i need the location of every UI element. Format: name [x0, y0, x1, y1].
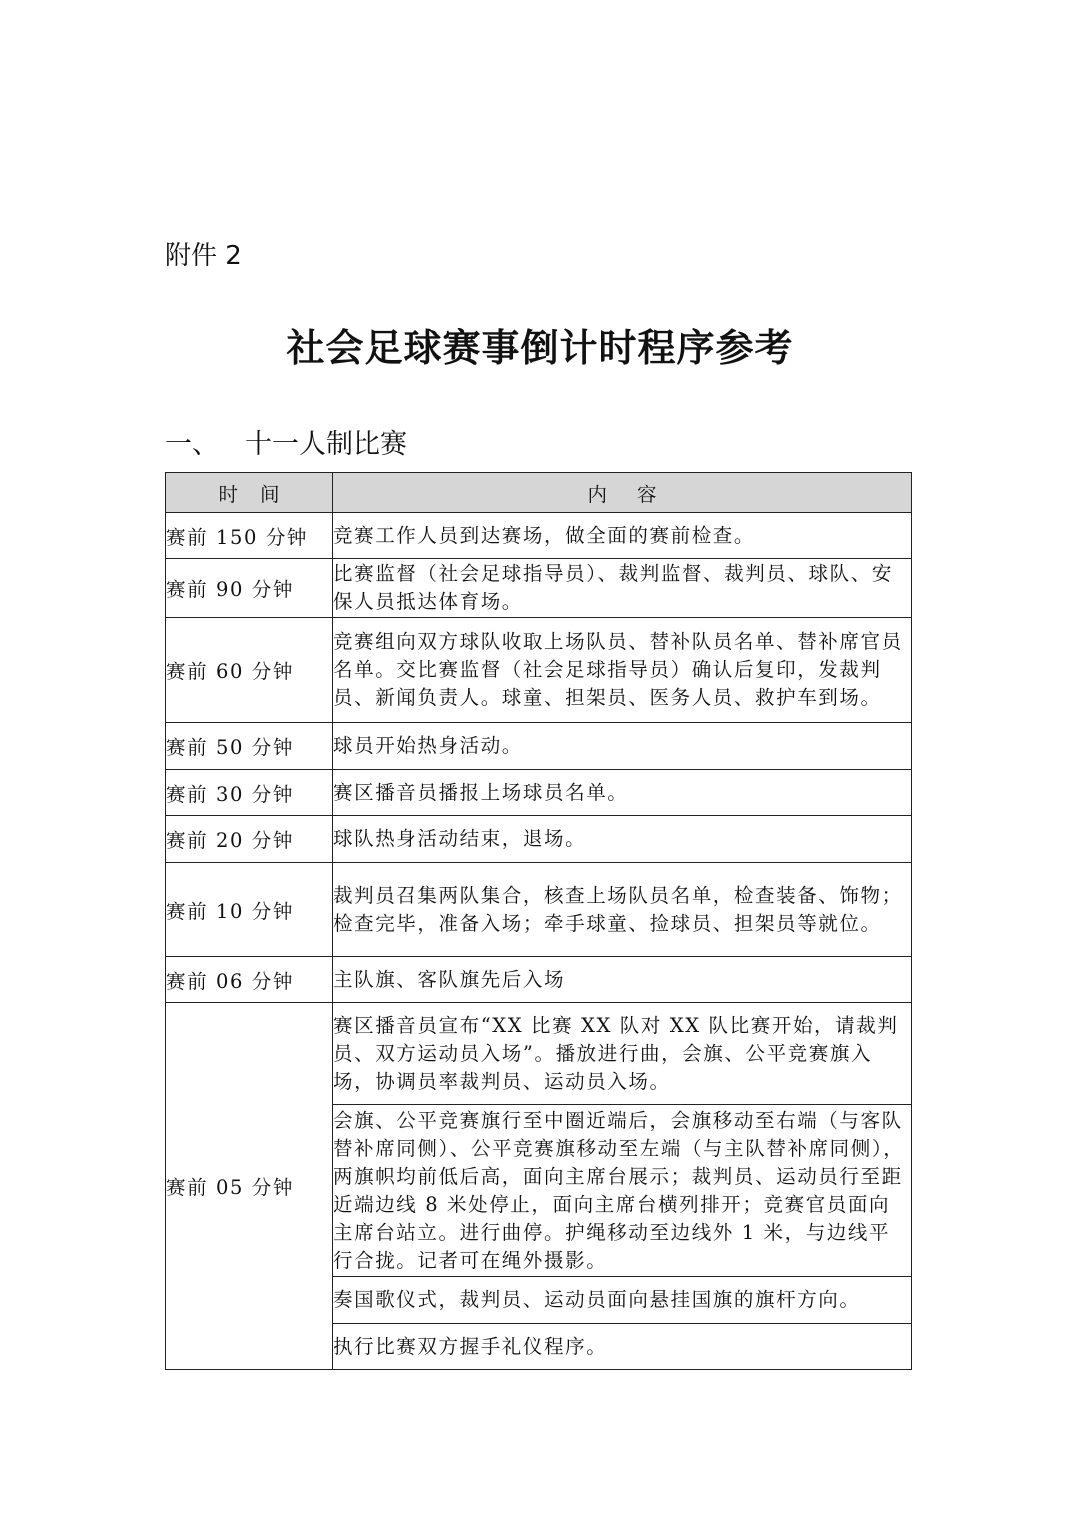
content-cell: 竞赛组向双方球队收取上场队员、替补队员名单、替补席官员名单。交比赛监督（社会足球指导员）确认后复印，发裁判员、新闻负责人。球童、担架员、医务人员、救护车到场。 — [333, 618, 912, 723]
time-cell: 赛前 05 分钟 — [166, 1003, 333, 1370]
header-time: 时间 — [166, 473, 333, 513]
content-cell: 赛区播音员播报上场球员名单。 — [333, 770, 912, 816]
time-cell: 赛前 90 分钟 — [166, 559, 333, 618]
table-row — [166, 816, 912, 863]
section-number: 一、 — [165, 429, 219, 460]
header-content: 内容 — [333, 473, 912, 513]
table-row — [166, 770, 912, 816]
table-row — [166, 957, 912, 1003]
content-cell: 竞赛工作人员到达赛场，做全面的赛前检查。 — [333, 513, 912, 559]
time-cell: 赛前 10 分钟 — [166, 863, 333, 957]
content-cell: 裁判员召集两队集合，核查上场队员名单，检查装备、饰物；检查完毕，准备入场；牵手球童、捡球员、担架员等就位。 — [333, 863, 912, 957]
content-cell: 比赛监督（社会足球指导员）、裁判监督、裁判员、球队、安保人员抵达体育场。 — [333, 559, 912, 618]
content-cell: 会旗、公平竞赛旗行至中圈近端后，会旗移动至右端（与客队替补席同侧）、公平竞赛旗移动至左端（与主队替补席同侧），两旗帜均前低后高，面向主席台展示；裁判员、运动员行至距近端边线 8 米处停止，面向主席台横列排开；竞赛官员面向主席台站立。进行曲停。护绳移动至边线外 1 米，与边线平行合拢。记者可在绳外摄影。 — [333, 1105, 912, 1277]
section-heading — [165, 423, 407, 467]
time-cell: 赛前 20 分钟 — [166, 816, 333, 863]
content-cell: 主队旗、客队旗先后入场 — [333, 957, 912, 1003]
time-cell: 赛前 150 分钟 — [166, 513, 333, 559]
time-cell: 赛前 60 分钟 — [166, 618, 333, 723]
content-cell: 奏国歌仪式，裁判员、运动员面向悬挂国旗的旗杆方向。 — [333, 1277, 912, 1324]
table-row — [166, 618, 912, 723]
table-row — [166, 559, 912, 618]
table-row — [166, 513, 912, 559]
content-cell: 执行比赛双方握手礼仪程序。 — [333, 1324, 912, 1370]
table-row — [166, 723, 912, 770]
content-cell: 赛区播音员宣布“XX 比赛 XX 队对 XX 队比赛开始，请裁判员、双方运动员入场”。播放进行曲，会旗、公平竞赛旗入场，协调员率裁判员、运动员入场。 — [333, 1003, 912, 1105]
attachment-label: 附件 2 — [165, 241, 242, 271]
time-cell: 赛前 30 分钟 — [166, 770, 333, 816]
content-cell: 球队热身活动结束，退场。 — [333, 816, 912, 863]
table-header-row — [166, 473, 912, 513]
content-cell: 球员开始热身活动。 — [333, 723, 912, 770]
document-title: 社会足球赛事倒计时程序参考 — [286, 326, 794, 370]
countdown-table — [165, 472, 912, 1370]
table-row — [166, 863, 912, 957]
section-title: 十一人制比赛 — [245, 429, 407, 460]
table-row — [166, 1003, 912, 1105]
time-cell: 赛前 50 分钟 — [166, 723, 333, 770]
time-cell: 赛前 06 分钟 — [166, 957, 333, 1003]
